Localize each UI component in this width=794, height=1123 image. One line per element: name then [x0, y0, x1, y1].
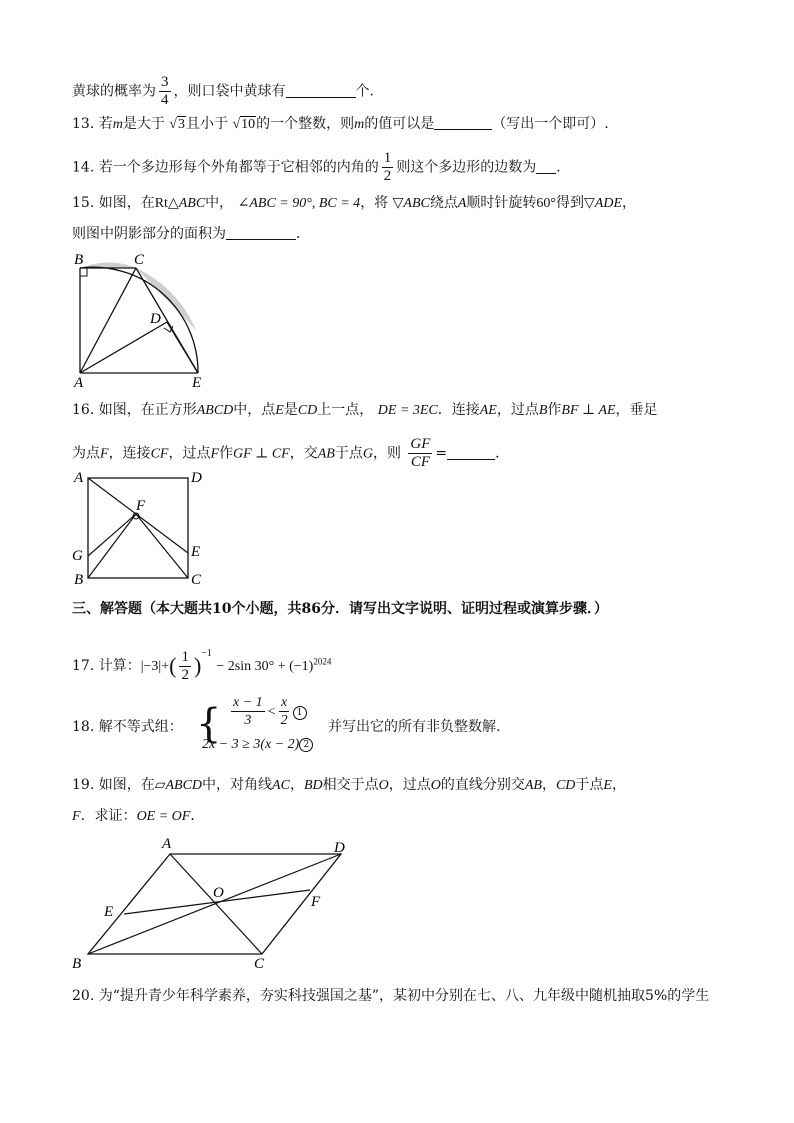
brace-icon: { — [196, 701, 222, 747]
label-C: C — [134, 252, 145, 268]
label-E: E — [104, 904, 114, 920]
inequality-2: 2x − 3 ≥ 3(x − 2) 2 — [202, 736, 313, 753]
label-D: D — [191, 470, 202, 486]
inequality-1: $\frac{x - 1}{3}$ < $\frac{x}{2}$ 1 — [228, 694, 307, 729]
label-E: E — [192, 375, 202, 390]
label-A: A — [74, 470, 84, 486]
question-19-line2: F．求证：OE = OF． — [72, 808, 205, 824]
figure-q19 — [66, 830, 366, 975]
label-A: A — [162, 836, 172, 852]
label-E: E — [191, 544, 201, 560]
label-B: B — [72, 956, 82, 972]
label-A: A — [74, 375, 84, 390]
label-G: G — [72, 548, 83, 564]
question-14: 14. 若一个多边形每个外角都等于它相邻的内角的 $\frac{1}{2}$ 则这个多边形的边数为 . — [72, 150, 561, 184]
question-16: 16. 如图，在正方形ABCD中，点E是CD上一点， DE = 3EC．连接AE，过点B作BF ⊥ AE，垂足 — [72, 402, 658, 418]
label-D: D — [150, 311, 161, 327]
question-15: 15. 如图，在Rt△ABC中， ∠ABC = 90°, BC = 4，将 ▽ABC绕点A顺时针旋转60°得到▽ADE， — [72, 195, 637, 211]
answer-blank — [536, 159, 556, 174]
fraction-1-2: $\frac{1}{2}$ — [383, 150, 392, 184]
question-16-line2: 为点F，连接CF，过点F作GF ⊥ CF，交AB于点G，则 $\frac{GF}{CF}$ = ． — [72, 436, 510, 470]
question-17: 17. 计算：|−3|+( $\frac{1}{2}$ )$^{-1}$ − 2sin $30^\circ + (-1)^{2024}$ — [72, 648, 332, 683]
question-18-number: 18. 解不等式组： — [72, 719, 183, 735]
question-20: 20. 为“提升青少年科学素养，夯实科技强国之基”，某初中分别在七、八、九年级中随机抽取5%的学生 — [72, 988, 710, 1004]
answer-blank — [447, 445, 495, 460]
answer-blank — [286, 83, 356, 98]
label-O: O — [213, 885, 224, 901]
label-F: F — [136, 498, 146, 514]
label-B: B — [74, 572, 84, 586]
question-12-continuation: 黄球的概率为 $\frac{3}{4}$ ，则口袋中黄球有 个． — [72, 74, 384, 108]
label-F: F — [311, 894, 321, 910]
answer-blank — [226, 225, 296, 240]
question-18-tail: 并写出它的所有非负整数解. — [328, 719, 501, 735]
label-D: D — [334, 840, 345, 856]
fraction-GF-CF: $\frac{GF}{CF}$ — [410, 436, 431, 470]
fraction-3-4: $\frac{3}{4}$ — [161, 74, 169, 108]
question-15-line2: 则图中阴影部分的面积为 ． — [72, 226, 310, 242]
answer-blank — [434, 115, 492, 130]
question-19: 19. 如图，在▱ABCD中，对角线AC，BD相交于点O，过点O的直线分别交AB，CD于点E， — [72, 777, 626, 793]
section-3-title: 三、解答题（本大题共10个小题，共86分．请写出文字说明、证明过程或演算步骤．） — [72, 601, 608, 617]
arc-BE — [80, 267, 198, 373]
label-C: C — [254, 956, 265, 972]
label-C: C — [191, 572, 202, 586]
question-13: 13. 若m是大于 √3且小于 √10的一个整数，则m的值可以是 （写出一个即可）. — [72, 116, 609, 132]
figure-q16 — [70, 466, 210, 586]
label-B: B — [74, 252, 84, 268]
figure-q15 — [70, 252, 220, 390]
